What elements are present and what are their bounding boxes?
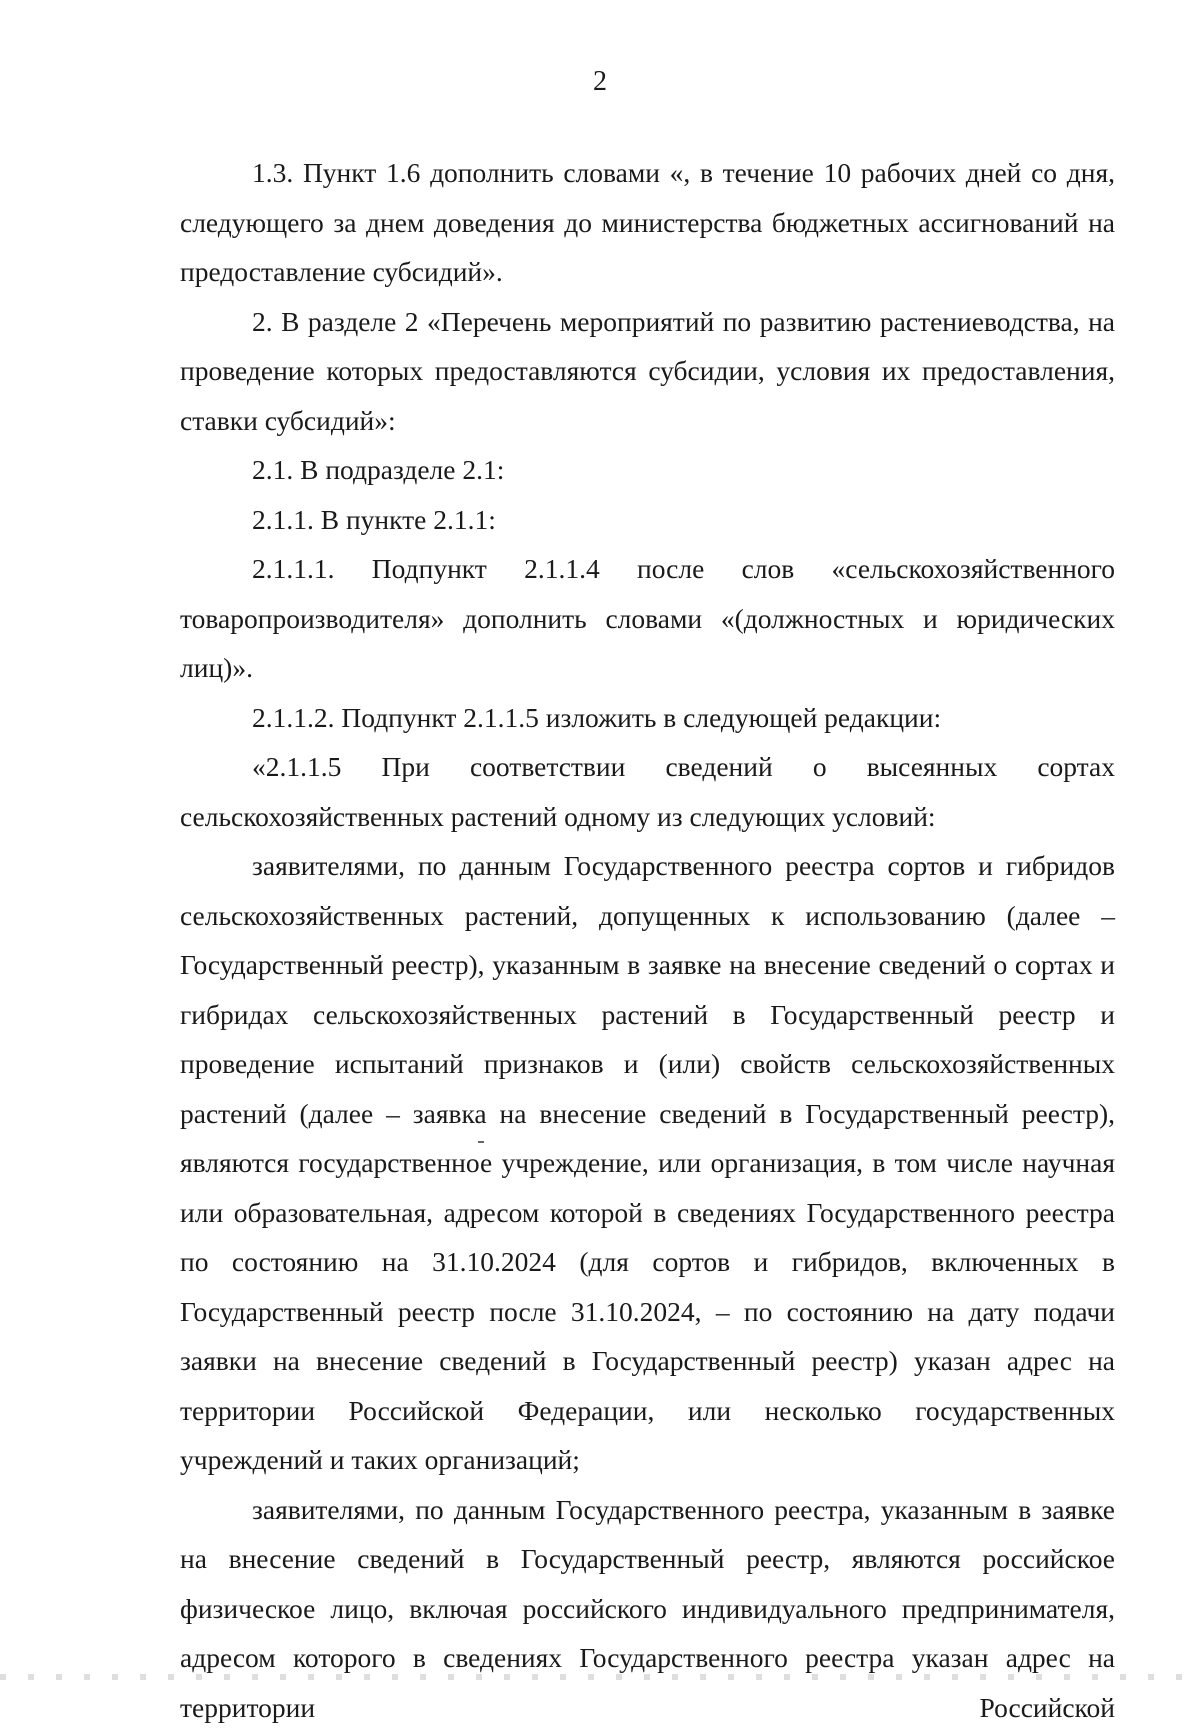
page-number: 2 [0, 62, 1200, 102]
paragraph-2-1-1-2: 2.1.1.2. Подпункт 2.1.1.5 изложить в следующей редакции: [180, 693, 1115, 743]
paragraph-condition-2: заявителями, по данным Государственного реестра, указанным в заявке на внесение сведений в Государственный реестр, являются российское физическое лицо, включая российского индивидуального предпринимателя, адресом которого в сведениях Государственного реестра указан адрес на территории Российской [180, 1485, 1115, 1732]
paragraph-condition-1: заявителями, по данным Государственного реестра сортов и гибридов сельскохозяйственных растений, допущенных к использованию (далее – Государственный реестр), указанным в заявке на внесение сведений о сортах и гибридах сельскохозяйственных растений в Государственный реестр и проведение испытаний признаков и (или) свойств сельскохозяйственных растений (далее – заявка на внесение сведений в Государственный реестр), являются государственное учреждение, или организация, в том числе научная или образовательная, адресом которой в сведениях Государственного реестра по состоянию на 31.10.2024 (для сортов и гибридов, включенных в Государственный реестр после 31.10.2024, – по состоянию на дату подачи заявки на внесение сведений в Государственный реестр) указан адрес на территории Российской Федерации, или несколько государственных учреждений и таких организаций; [180, 841, 1115, 1485]
scan-artifact-dot [478, 1141, 484, 1143]
scan-artifact-edge [0, 1674, 1200, 1680]
paragraph-2-1-1: 2.1.1. В пункте 2.1.1: [180, 495, 1115, 545]
paragraph-2-1: 2.1. В подразделе 2.1: [180, 445, 1115, 495]
paragraph-1-3: 1.3. Пункт 1.6 дополнить словами «, в течение 10 рабочих дней со дня, следующего за днем доведения до министерства бюджетных ассигнований на предоставление субсидий». [180, 148, 1115, 297]
paragraph-2-1-1-5-quote: «2.1.1.5 При соответствии сведений о высеянных сортах сельскохозяйственных растений одному из следующих условий: [180, 742, 1115, 841]
paragraph-2: 2. В разделе 2 «Перечень мероприятий по развитию растениеводства, на проведение которых предоставляются субсидии, условия их предоставления, ставки субсидий»: [180, 297, 1115, 446]
paragraph-2-1-1-1: 2.1.1.1. Подпункт 2.1.1.4 после слов «сельскохозяйственного товаропроизводителя» дополнить словами «(должностных и юридических лиц)». [180, 544, 1115, 693]
document-body [180, 148, 1115, 1732]
